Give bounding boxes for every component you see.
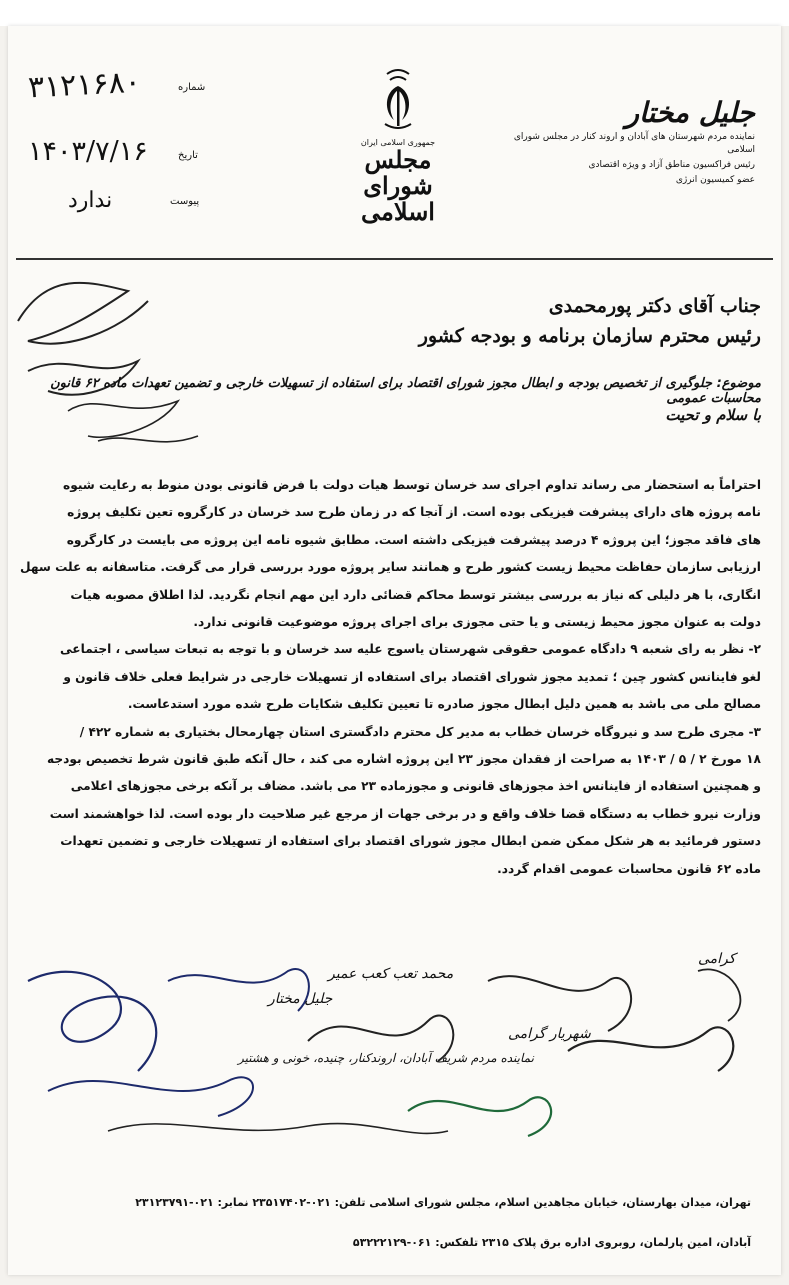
letter-subject: موضوع: جلوگیری از تخصیص بودجه و ابطال مجوز شورای اقتصاد برای استفاده از تسهیلات خارجی و تضمین تعهدات ماده ۶۲ قانون محاسبات عمومی bbox=[50, 376, 761, 406]
body-line: نامه پروژه های دارای پیشرفت فیزیکی بوده است. از آنجا که در زمان طرح سد خرسان در کارگروه تعین تکلیف پروژه bbox=[67, 505, 761, 520]
attachment-value: ندارد bbox=[68, 188, 113, 213]
top-strip bbox=[0, 0, 789, 26]
signature-name: جلیل مختار bbox=[268, 991, 333, 1007]
parliament-name-line2: اسلامی bbox=[361, 197, 435, 226]
mp-name: جلیل مختار bbox=[625, 96, 755, 129]
signature-name: محمد تعب کعب عمیر bbox=[328, 966, 454, 982]
signature-name: نماینده مردم شریف آبادان، اروندکنار، چنیده، خونی و هشتیر bbox=[238, 1051, 534, 1065]
body-line: ۲- نظر به رای شعبه ۹ دادگاه عمومی حقوقی شهرستان یاسوج علیه سد خرسان و با توجه به تبعات سیاسی ، اجتماعی bbox=[59, 642, 761, 657]
body-line: احتراماً به استحضار می رساند تداوم اجرای سد خرسان توسط هیات دولت با فرض قانونی بودن منوط به رعایت شیوه bbox=[63, 478, 761, 492]
emblem-motto: جمهوری اسلامی ایران bbox=[360, 138, 436, 147]
signature-block bbox=[8, 941, 781, 1161]
mp-info bbox=[495, 96, 755, 187]
iran-emblem-icon bbox=[373, 66, 423, 136]
letter-number: ۳۱۲۱۶۸۰ bbox=[27, 64, 142, 106]
body-line: و همچنین استفاده از فاینانس اخذ مجوزهای قانونی و مجوزماده ۲۳ می باشد. مضاف بر آنکه برخی مجوزهای اعلامی bbox=[70, 779, 761, 794]
attachment-label: پیوست bbox=[170, 196, 200, 207]
letter-date: ۱۴۰۳/۷/۱۶ bbox=[28, 136, 148, 167]
body-line: ارزیابی سازمان حفاظت محیط زیست کشور طرح و همانند سایر پروژه مورد بررسی قرار می گرفت. متاسفانه به علت سهل bbox=[19, 560, 761, 575]
body-line: دستور فرمائید به هر شکل ممکن ضمن ابطال مجوز شورای اقتصاد برای استفاده از تسهیلات خارجی و تضمین تعهدات bbox=[60, 834, 761, 849]
date-label: تاریخ bbox=[178, 150, 198, 161]
mp-line-3: عضو کمیسیون انرژی bbox=[675, 175, 755, 185]
header-divider bbox=[16, 258, 773, 260]
footer-address-2: آبادان، امین پارلمان، روبروی اداره برق پلاک ۲۳۱۵ تلفکس: ۰۶۱-۵۳۲۲۲۱۲۹ bbox=[352, 1236, 751, 1249]
addressee-line-2: رئیس محترم سازمان برنامه و بودجه کشور bbox=[418, 325, 761, 347]
parliament-name-line1: مجلس شورای bbox=[363, 145, 433, 200]
addressee-line-1: جناب آقای دکتر پورمحمدی bbox=[548, 295, 761, 317]
body-line: های فاقد مجوز؛ این پروژه ۴ درصد پیشرفت فیزیکی داشته است. مطابق شیوه نامه این پروژه می بایست در کارگروه bbox=[66, 532, 761, 547]
parliament-emblem bbox=[338, 66, 458, 246]
body-line: ماده ۶۲ قانون محاسبات عمومی اقدام گردد. bbox=[497, 861, 761, 876]
body-line: مصالح ملی می باشد به همین دلیل ابطال مجوز صادره تا تعیین تکلیف شکایات طرح شده مورد استدعاست. bbox=[127, 697, 761, 712]
body-line: وزارت نیرو خطاب به دستگاه قضا خلاف واقع و در برخی جهات از مرجع غیر صلاحیت دار بوده است. لذا خواهشمند است bbox=[49, 806, 761, 821]
footer-address-1: تهران، میدان بهارستان، خیابان مجاهدین اسلام، مجلس شورای اسلامی تلفن: ۰۲۱-۲۳۵۱۷۴۰۲ نمابر: ۰۲۱-۲۳۱۲۳۷۹۱ bbox=[135, 1196, 751, 1209]
letter-page bbox=[8, 26, 781, 1275]
letter-meta bbox=[27, 64, 206, 213]
body-line: ۱۸ مورخ ۲ / ۵ / ۱۴۰۳ به صراحت از فقدان مجوز ۲۳ این پروژه اشاره می کند ، حال آنکه طبق قانون شرط تخصیص بودجه bbox=[46, 752, 761, 767]
greeting: با سلام و تحیت bbox=[665, 406, 761, 424]
number-label: شماره bbox=[178, 82, 206, 93]
body-line: لغو فاینانس کشور چین ؛ تمدید مجوز شورای اقتصاد برای استفاده از تسهیلات خارجی در شرایط فعلی خلاف قانون و bbox=[63, 669, 761, 684]
signature-name: کرامی bbox=[698, 951, 736, 967]
addressee bbox=[26, 291, 761, 351]
mp-line-1: نماینده مردم شهرستان های آبادان و اروند کنار در مجلس شورای اسلامی bbox=[513, 132, 755, 155]
body-line: ۳- مجری طرح سد و نیروگاه خرسان خطاب به مدیر کل محترم دادگستری استان چهارمحال بختیاری به شماره ۴۲۲ / bbox=[79, 724, 761, 739]
mp-line-2: رئیس فراکسیون مناطق آزاد و ویژه اقتصادی bbox=[588, 160, 755, 170]
signature-name: شهریار گرامی bbox=[508, 1026, 591, 1042]
body-line: دولت به عنوان مجوز محیط زیستی و یا حتی مجوزی برای اجرای پروژه موضوعیت قانونی ندارد. bbox=[193, 615, 761, 630]
letter-body bbox=[19, 472, 761, 883]
body-line: انگاری، با هر دلیلی که نیاز به بررسی بیشتر توسط محاکم قضائی دارد این مهم انجام نگردید. لذا اطلاق مصوبه هیات bbox=[70, 587, 761, 602]
